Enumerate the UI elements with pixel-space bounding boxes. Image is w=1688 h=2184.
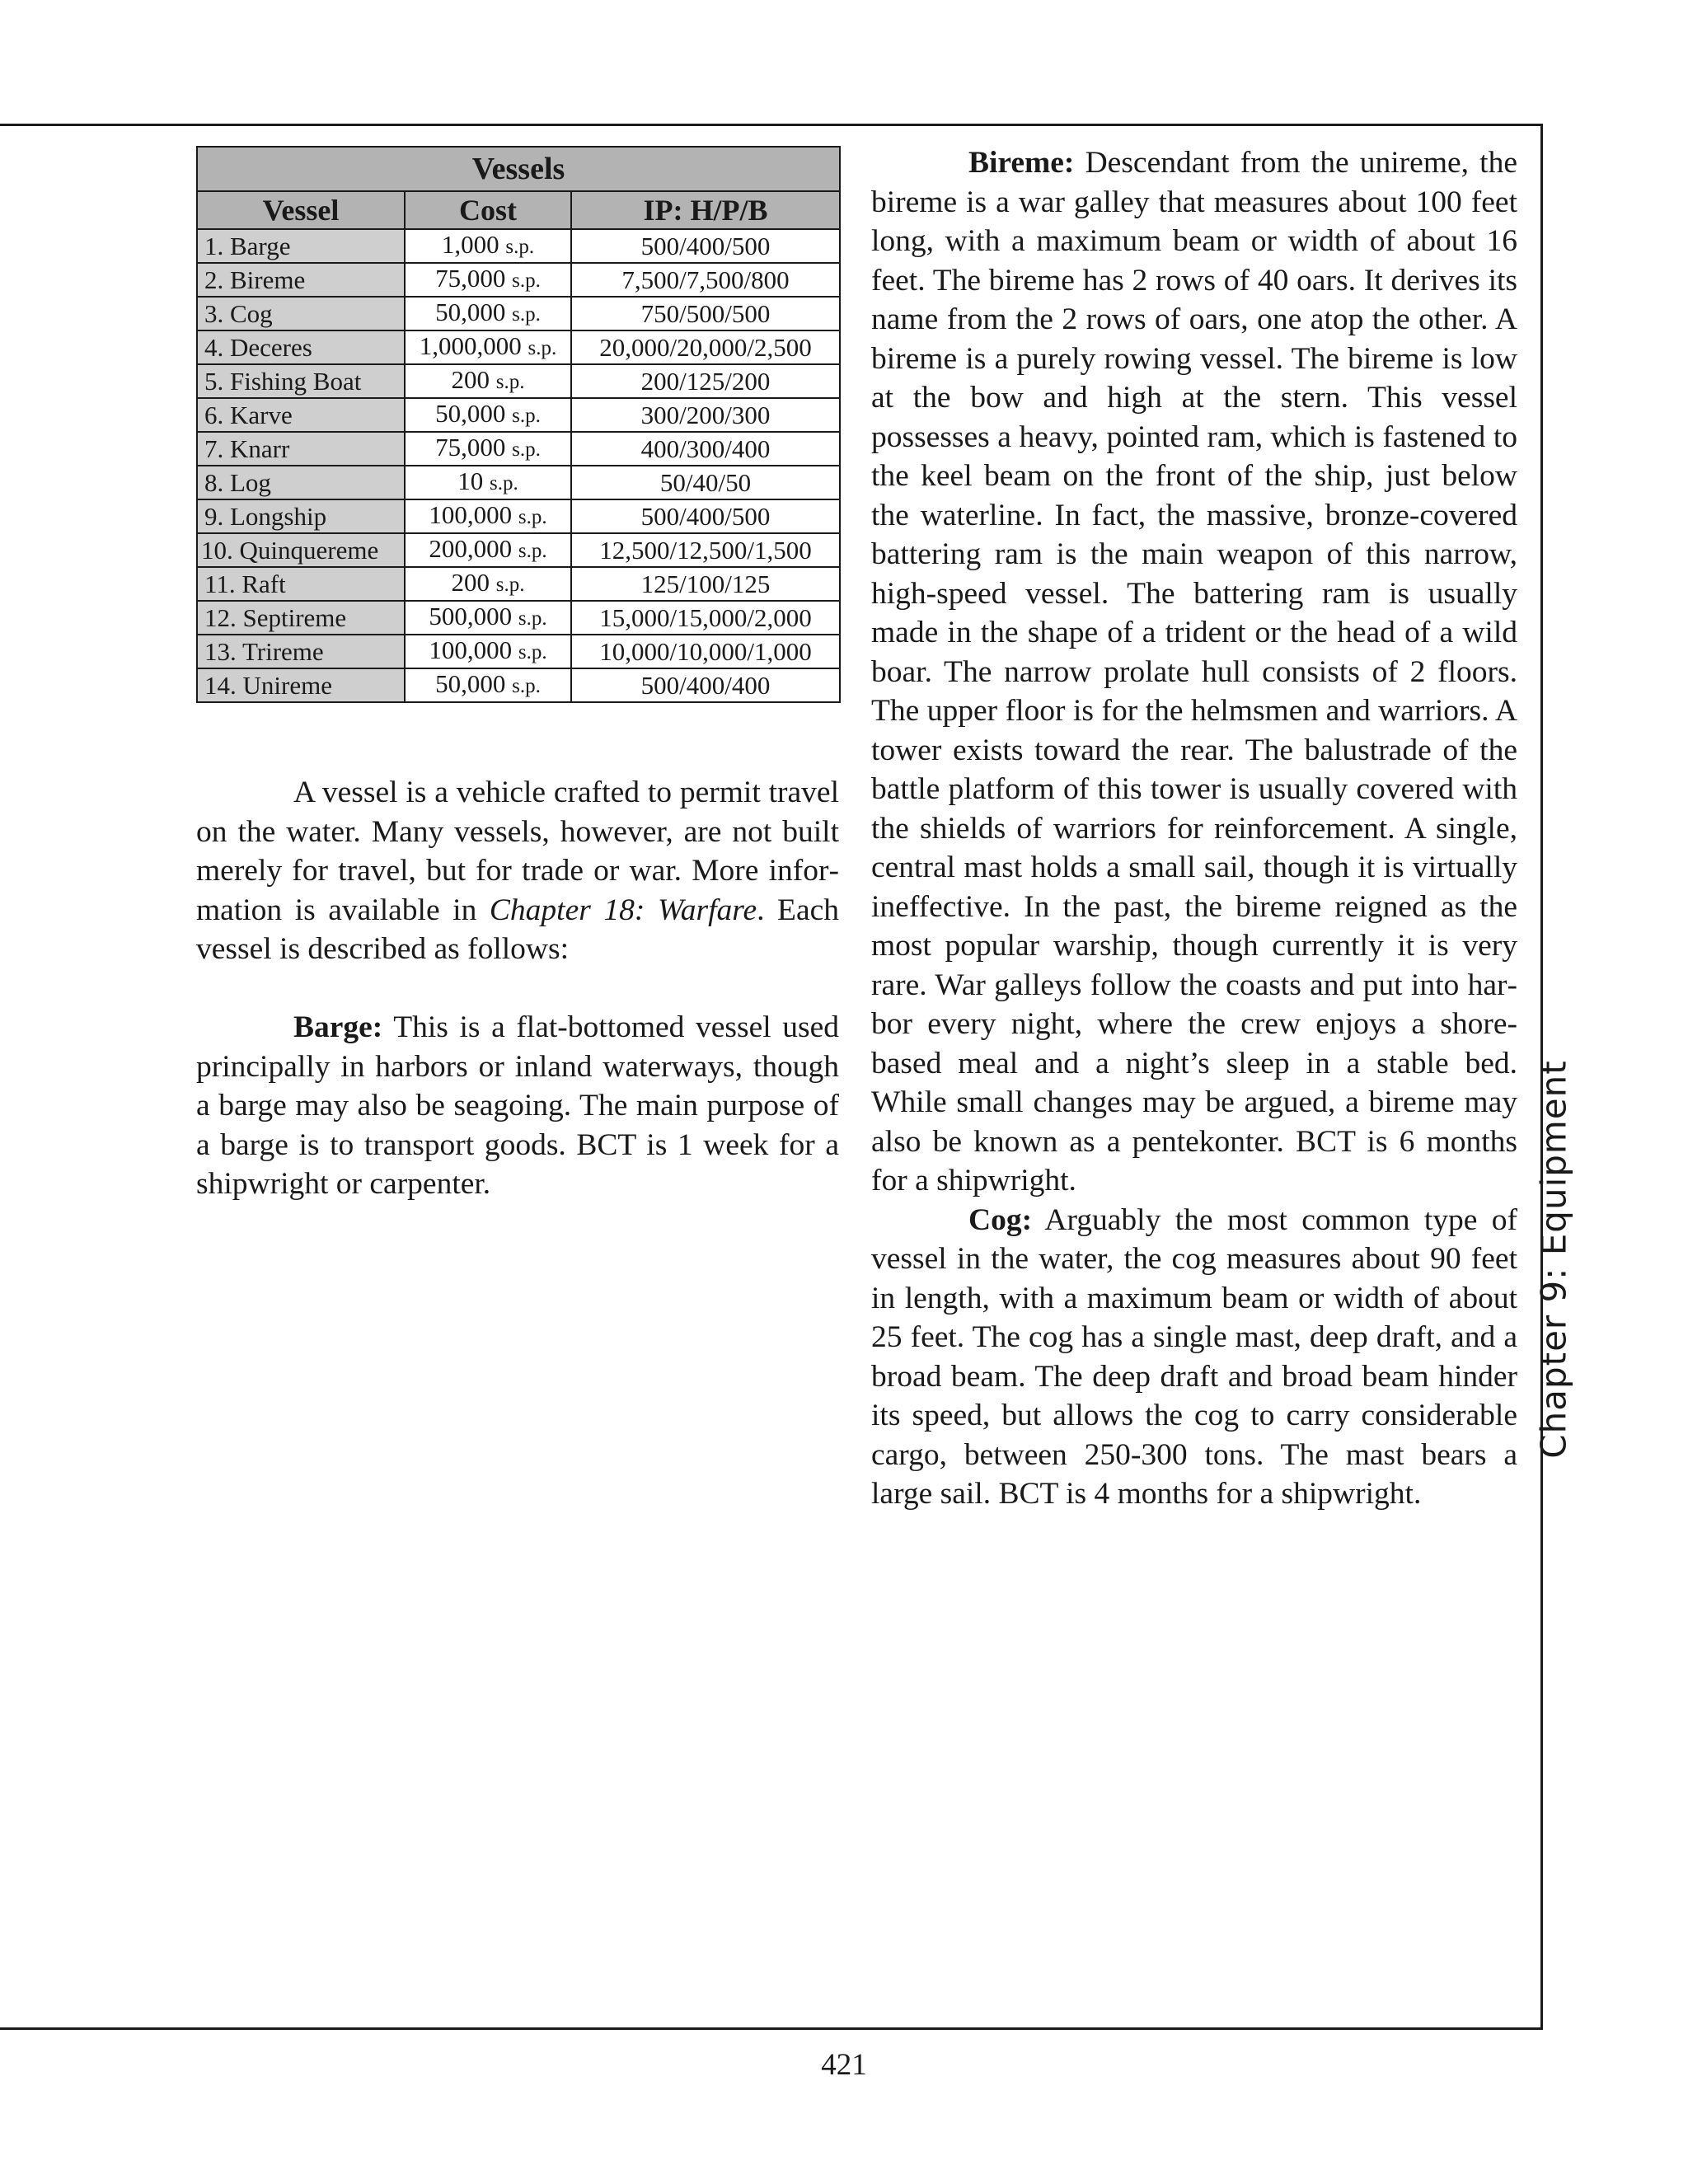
vessel-cost: 200 s.p. xyxy=(405,364,571,398)
page-number: 421 xyxy=(821,2048,867,2082)
header-vessel: Vessel xyxy=(197,191,405,229)
frame-top-rule xyxy=(0,124,1543,126)
vessel-cost: 1,000,000 s.p. xyxy=(405,330,571,364)
vessel-name: 8. Log xyxy=(197,466,405,499)
vessel-cost: 100,000 s.p. xyxy=(405,499,571,533)
table-row xyxy=(197,499,840,533)
vessel-cost: 1,000 s.p. xyxy=(405,229,571,263)
table-row xyxy=(197,601,840,635)
vessel-name: 4. Deceres xyxy=(197,330,405,364)
left-column xyxy=(196,773,839,1204)
frame-bottom-rule xyxy=(0,2027,1543,2030)
table-title: Vessels xyxy=(197,147,840,191)
vessel-name: 6. Karve xyxy=(197,398,405,432)
bireme-term: Bireme: xyxy=(968,146,1075,180)
vessel-name: 1. Barge xyxy=(197,229,405,263)
table-row xyxy=(197,297,840,330)
vessel-cost: 200 s.p. xyxy=(405,567,571,601)
table-title-row xyxy=(197,147,840,191)
table-row xyxy=(197,567,840,601)
table-row xyxy=(197,330,840,364)
barge-paragraph: Barge: This is a flat-bottomed vessel used principally in harbors or inland waterways, though a barge may also be seagoing. The main purpose of a barge is to transport goods. BCT is 1 week for a shipwright or carpenter. xyxy=(196,1010,839,1201)
table-row xyxy=(197,533,840,567)
vessel-cost: 75,000 s.p. xyxy=(405,263,571,297)
vessel-name: 13. Trireme xyxy=(197,635,405,668)
table-row xyxy=(197,668,840,702)
table-row xyxy=(197,466,840,499)
table-row xyxy=(197,635,840,668)
vessel-cost: 100,000 s.p. xyxy=(405,635,571,668)
vessel-name: 10. Quinquereme xyxy=(197,533,405,567)
vessel-ip: 500/400/500 xyxy=(571,499,840,533)
vessel-ip: 12,500/12,500/1,500 xyxy=(571,533,840,567)
cog-term: Cog: xyxy=(968,1202,1033,1237)
chapter-reference: Chapter 18: Warfare xyxy=(489,893,757,927)
vessels-table xyxy=(196,146,841,703)
vessel-name: 5. Fishing Boat xyxy=(197,364,405,398)
vessel-ip: 750/500/500 xyxy=(571,297,840,330)
table-header-row xyxy=(197,191,840,229)
cog-paragraph: Cog: Arguably the most common type of vessel in the water, the cog measures about 90 feet in length, with a maximum beam or width of about 25 feet. The cog has a single mast, deep draft, and a broad beam. The deep draft and broad beam hinder its speed, but allows the cog to carry considerable cargo, between 250-300 tons. The mast bears a large sail. BCT is 4 months for a shipwright. xyxy=(871,1202,1517,1511)
vessel-cost: 50,000 s.p. xyxy=(405,297,571,330)
chapter-side-tab-label: Chapter 9: Equipment xyxy=(1533,1060,1574,1459)
vessel-ip: 200/125/200 xyxy=(571,364,840,398)
vessel-cost: 50,000 s.p. xyxy=(405,398,571,432)
vessel-ip: 400/300/400 xyxy=(571,432,840,466)
vessel-name: 9. Longship xyxy=(197,499,405,533)
vessel-ip: 10,000/10,000/1,000 xyxy=(571,635,840,668)
vessel-name: 14. Unireme xyxy=(197,668,405,702)
vessel-name: 2. Bireme xyxy=(197,263,405,297)
vessel-ip: 300/200/300 xyxy=(571,398,840,432)
vessel-ip: 20,000/20,000/2,500 xyxy=(571,330,840,364)
header-cost: Cost xyxy=(405,191,571,229)
vessel-name: 3. Cog xyxy=(197,297,405,330)
bireme-paragraph: Bireme: Descendant from the unireme, the bireme is a war galley that measures about 100 feet long, with a maximum beam or width of about 16 feet. The bireme has 2 rows of 40 oars. It derives its name from the 2 rows of oars, one atop the other. A bireme is a purely rowing vessel. The bireme is low at the bow and high at the stern. This vessel possesses a heavy, pointed ram, which is fastened to the keel beam on the front of the ship, just below the waterline. In fact, the massive, bronze-covered battering ram is the main weapon of this narrow, high-speed vessel. The battering ram is usually made in the shape of a trident or the head of a wild boar. The narrow prolate hull consists of 2 floors. The upper floor is for the helmsmen and warriors. A tower exists toward the rear. The balustrade of the battle platform of this tower is usually covered with the shields of warriors for reinforcement. A single, central mast holds a small sail, though it is virtually ineffective. In the past, the bireme reigned as the most popular warship, though currently it is very rare. War galleys follow the coasts and put into harbor every night, where the crew enjoys a shore-based meal and a night’s sleep in a stable bed. While small changes may be argued, a bireme may also be known as a pentekonter. BCT is 6 months for a shipwright. xyxy=(871,146,1517,1197)
vessel-ip: 15,000/15,000/2,000 xyxy=(571,601,840,635)
vessel-name: 7. Knarr xyxy=(197,432,405,466)
table-row xyxy=(197,398,840,432)
vessel-ip: 500/400/500 xyxy=(571,229,840,263)
vessel-cost: 50,000 s.p. xyxy=(405,668,571,702)
vessel-name: 11. Raft xyxy=(197,567,405,601)
header-ip: IP: H/P/B xyxy=(571,191,840,229)
right-column xyxy=(871,143,1517,1514)
vessel-cost: 75,000 s.p. xyxy=(405,432,571,466)
vessel-ip: 50/40/50 xyxy=(571,466,840,499)
vessel-ip: 125/100/125 xyxy=(571,567,840,601)
vessel-name: 12. Septireme xyxy=(197,601,405,635)
vessel-cost: 10 s.p. xyxy=(405,466,571,499)
table-row xyxy=(197,364,840,398)
vessel-cost: 500,000 s.p. xyxy=(405,601,571,635)
table-row xyxy=(197,432,840,466)
vessel-ip: 500/400/400 xyxy=(571,668,840,702)
barge-term: Barge: xyxy=(293,1010,383,1044)
vessel-cost: 200,000 s.p. xyxy=(405,533,571,567)
intro-paragraph: A vessel is a vehicle crafted to permit travel on the water. Many vessels, however, are not built merely for travel, but for trade or war. More information is available in Chapter 18: Warfare. Each vessel is described as follows: xyxy=(196,776,839,966)
table-row xyxy=(197,229,840,263)
vessel-ip: 7,500/7,500/800 xyxy=(571,263,840,297)
table-row xyxy=(197,263,840,297)
